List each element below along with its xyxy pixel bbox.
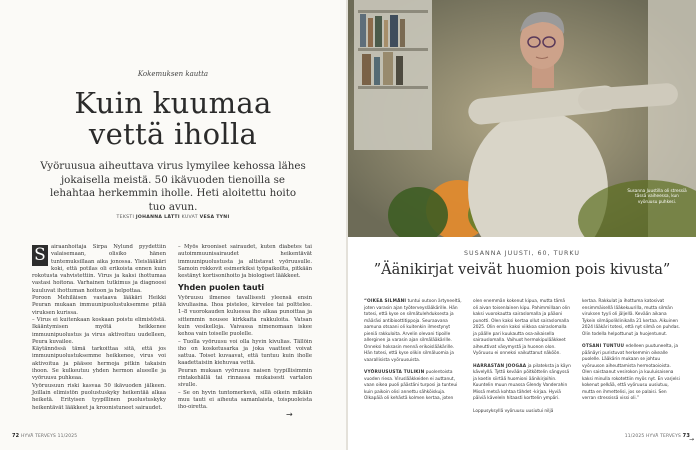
article-title <box>0 88 346 150</box>
body-column-1 <box>32 244 166 412</box>
paragraph: Käytännössä tämä tarkoittaa sitä, että jos immuunipuolustuksemme heikkenee, virus voi aktivoitua ja pääsee hermoja pitkin takaisin ihoon. Se kulkeutuu yhden hermon alueelle ja vyöruusu puhkeaa. <box>32 346 166 382</box>
continue-arrow-icon: → <box>689 436 695 443</box>
paragraph: kertaa. Rakkulat ja ihottuma katosivat ensimmäisellä lääkekuurilla, mutta silmän viruksen tyyli oli jäljellä. Kevään aikana Tykein silmäpoliklinikalla 21 kertaa. Aikuinen 2024 lääkäri totesi, että nyt silmä on puhdas. Olin todella helpottunut ja huojentunut. <box>582 299 680 337</box>
body-column-2 <box>178 244 312 412</box>
credits-label: KUVAT <box>181 215 198 220</box>
subheading: Yhden puolen tauti <box>178 283 265 293</box>
paragraph: Poroon Mehiläisen vastaava lääkäri Heikki Peuran mukaan immuunipuolustuksemme pitää viruksen kurissa. <box>32 295 166 316</box>
credits-label: TEKSTI <box>116 215 135 220</box>
paragraph: Vyöruusuun riski kasvaa 50 ikävuoden jälkeen. Joillain elimistön puolustuskyky heikentää alkaa heiketä. Erityisen tyypillinen puolustuskyky heikentävät lääkkeet ja kroonistuneet sairaudet. <box>32 382 166 411</box>
left-page <box>0 0 346 450</box>
continue-arrow-icon: → <box>286 410 293 419</box>
folio-text: HYVÄ TERVEYS 11/2025 <box>20 434 78 439</box>
paragraph: – Virus ei kuitenkaan koskaan poistu elimistöstä. Ikääntymisen myötä heikkenee immuunipuolustus ja virus aktivoituu uudelleen, Peura kuvailee. <box>32 316 166 345</box>
story-column-2 <box>473 299 571 421</box>
paragraph: VYÖRUUSUSTA TULIKIN puolentoista vuoden riesa. Viruslääkkeiden ei auttanut, vaan oikea puoli päästäni turposi ja tunteui kuin paikoin olisi annettu sähköiskuja. Olkapäiä oli kehästä kolmen kertaa, joten <box>364 370 458 401</box>
paragraph: – Se on hyvin tuntomerkevä, sillä oikein mikään muu tauti ei aiheuta samanlaista, toispuoleista iho-oiretta. <box>178 389 312 411</box>
folio-text: 11/2025 HYVÄ TERVEYS <box>624 434 682 439</box>
portrait-photo <box>348 0 696 237</box>
paragraph: – Myös krooniset sairaudet, kuten diabetes tai autoimmuunisairaudet heikentävät immuunipuolustusta ja altistavat vyöruusulle. Samoin rokkovit esimerkiksi työpaikoilta, pitkään kestänyt kortisonihoito ja biologiset lääkkeet. <box>178 244 312 280</box>
credits-author: JOHANNA LÄTTI <box>135 215 180 220</box>
paragraph: olen enemmän kokenut kipua, mutta tämä oli aivan toisenlainen kipu. Pahimmillaan olin kaksi vuorokautta sairaslomalla ja pääoni punotti. Olen kaksi kertaa ollut sairaslomalla 2025. Olin ensin kaksi viikkoa sairaslomalla ja päälle pari kuukautta osa-aikaisella sairauslomalla. Vaihuot hermokipulääkkeet aiheuttivat väsymystä ja huonon olon. Vyöruusu ei onneksi vaikuttanut näköön. <box>473 299 570 356</box>
credits <box>0 215 346 220</box>
credits-photographer: VESA TYNI <box>199 215 230 220</box>
story-column-1 <box>364 299 462 409</box>
title-line: vettä iholla <box>88 117 258 151</box>
article-lede: Vyöruusua aiheuttava virus lymyilee kehossa lähes jokaisella meistä. 50 ikävuoden tienoilla se lehahtaa herkemmin iholle. Heti aloitettu hoito tuo avun. <box>40 160 306 213</box>
dropcap: S <box>32 245 48 266</box>
paragraph: S airaanhoitaja Sirpa Nylund pyydettiin valaisemaan, olisiko hänen tuntemuksillaan aika jonossa. Yleislääkäri koki, että potilas oli erikoista ennen kuin rokotusta vahvistettiin. Virus ja kaksi ihottumaa vastasi hoitona. Varhainen tutkimus ja diagnoosi kuuluvat ihottuman hoitoon ja helpottaa. <box>32 244 166 294</box>
page-number: 72 <box>12 433 20 439</box>
interviewee-name: SUSANNA JUUSTI, 60, TURKU <box>464 250 580 257</box>
page-number: 73 <box>682 433 690 439</box>
pull-quote: ”Äänikirjat veivät huomion pois kivusta” <box>373 262 671 278</box>
right-page <box>348 0 696 450</box>
paragraph: – Tuolla vyöruusu voi olla hyvin kivulias. Tällöin iho on kosketusarka ja joka vaatteet voivat sattua. Toiset kuvaavat, että tuntuu kuin iholle kaadettaisiin kiehuvaa vettä. <box>178 338 312 367</box>
story-column-3 <box>582 299 680 409</box>
paragraph: Peuran mukaan vyöruusu naisen tyypillisimmin rintakehällä tai rinnassa mukaisesti vartalon sivulle. <box>178 367 312 389</box>
paragraph: Vyöruusu ilmenee tavallisesti yleensä ensin kivuliasina. Ihoa pistelee, kirvelee tai polttelee. 1–8 vuorokauden kuluessa iho alkaa punoittaa ja sittemmin nousee kirkkaita rakkuloita. Vatsan kuin vesikelloja. Vaivassa nimenomaan iskee kehoa vain toiselle puolelle. <box>178 294 312 338</box>
page-folio <box>625 433 690 439</box>
paragraph: Loppusyksyllä vyöruusu uusiutui niljä <box>473 408 554 414</box>
page-folio <box>12 433 77 439</box>
paragraph: OTSANI TUNTUU edelleen puutuneelta, ja päänäyri puristuvat herkemmin oikealle puolelle. Lääkärin mukaan se johtuu vyöruuson aiheuttamista hermotaoioista. Olen saistaanut vesirokon ja kuuluisaisena kaksi minulla rokotettiin myös nyt. En varjelsi kokenut pelkää, että vyöruusu uusiutuu, mutta en ihmettelisi, jos se palaisi. Sen verran stressissä vissi oli.” <box>582 344 680 401</box>
section-kicker: Kokemuksen kautta <box>137 70 209 78</box>
title-line: Kuin kuumaa <box>74 86 272 120</box>
photo-caption: Susanna Juustilla oli stressiä tässä vaiheessa, kun vyöruusu puhkesi. <box>627 188 687 204</box>
paragraph: “OIKEA SILMÄNI tuntui outoon ärtyneeltä, joten varasin ajan työterveyslääkärille. Hän totesi, että kyse on silmätulehduksesta ja määräsi antibioottitippoja. Seuraavana aamuna otsaani oli kuitenkin ilmestynyt pieniä rakkuloita. Arvelin olevani tipoille allerginen ja varasin ajan silmälääkärille. Onneksi hoksasin mennä erikoislääkärille. Hän totesi, että kyse olikin silmäluomia ja vaarallisista vyöruusuista. <box>364 299 462 363</box>
paragraph: HARRASTAN JOOGAA ja pilateksta ja käyn kävelyllä. Tyttö kevään pöitköttelin sängyssä ja koetin siirtää huomioni äänikirjoihin. Kuuntelin muun muassa Glendy Vanderahin Missä metsä kohtaa tähdet -kirjaa. Hyviä päiviä käveleln hitaasti korttelin ympäri. <box>473 363 571 401</box>
